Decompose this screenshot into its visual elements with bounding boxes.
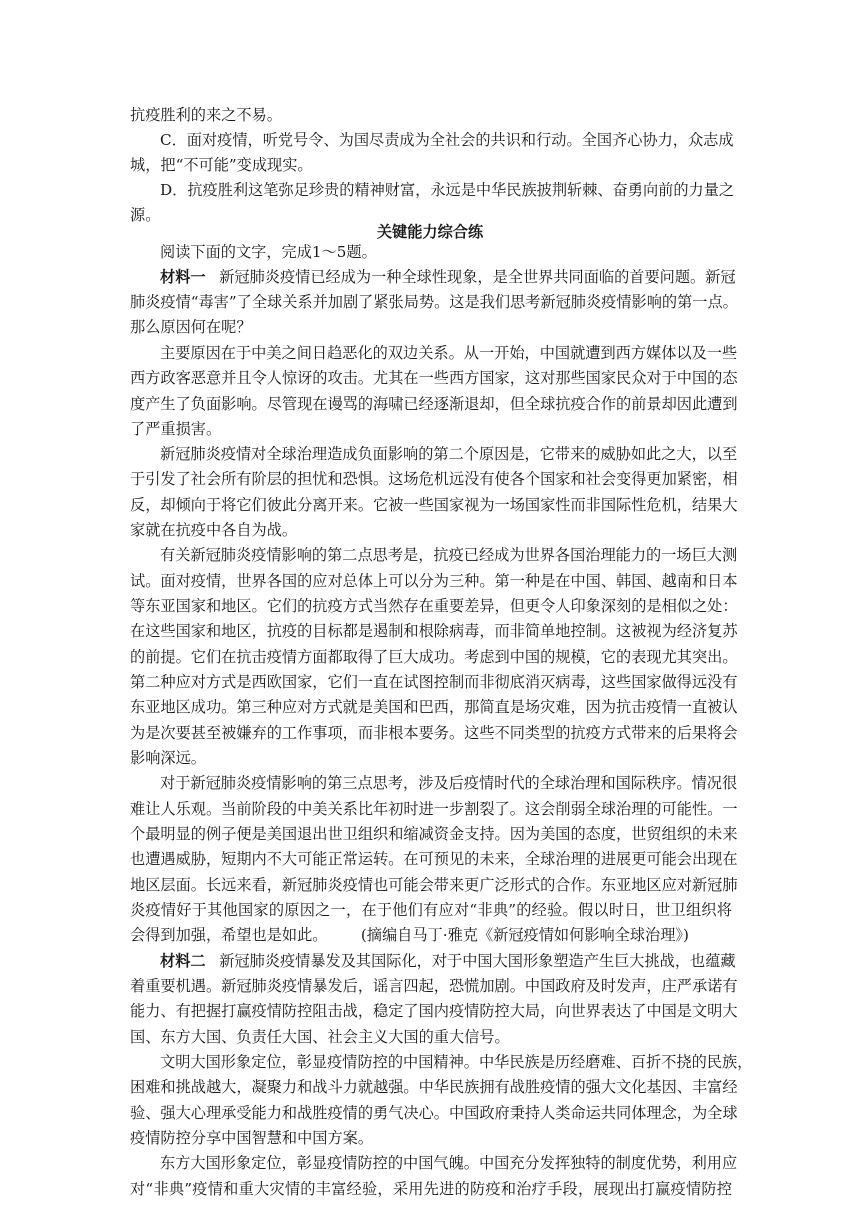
material1-p3-line-3: 反，却倾向于将它们彼此分离开来。它被一些国家视为一场国家性而非国际性危机，结果大 [130,496,738,514]
material1-p2-line-4: 了严重损害。 [130,420,222,438]
material1-p3-line-2: 于引发了社会所有阶层的担忧和恐惧。这场危机远没有使各个国家和社会变得更加紧密，相 [130,470,738,488]
material1-p2-line-3: 度产生了负面影响。尽管现在谩骂的海啸已经逐渐退却，但全球抗疫合作的前景却因此遭到 [130,395,738,413]
material2-label: 材料二 [160,952,206,970]
material1-p3-line-4: 家就在抗疫中各自为战。 [130,521,298,539]
material1-label: 材料一 [160,268,206,286]
material1-p5-line-6: 炎疫情好于其他国家的原因之一，在于他们有应对“非典”的经验。假以时日，世卫组织将 [130,901,732,919]
material2-p1-line-1: 材料二 新冠肺炎疫情暴发及其国际化，对于中国大国形象塑造产生巨大挑战，也蕴藏 [160,952,736,970]
material1-p4-line-9: 影响深远。 [130,749,206,767]
material1-p4-line-6: 第二种应对方式是西欧国家，它们一直在试图控制而非彻底消灭病毒，这些国家做得远没有 [130,673,738,691]
material1-p4-line-3: 等东亚国家和地区。它们的抗疫方式当然存在重要差异，但更令人印象深刻的是相似之处： [130,597,738,615]
material1-p2-line-1: 主要原因在于中美之间日趋恶化的双边关系。从一开始，中国就遭到西方媒体以及一些 [160,344,738,362]
material1-p1-line-2: 肺炎疫情“毒害”了全球关系并加剧了紧张局势。这是我们思考新冠肺炎疫情影响的第一点。 [130,293,738,311]
material1-p4-line-1: 有关新冠肺炎疫情影响的第二点思考是，抗疫已经成为世界各国治理能力的一场巨大测 [160,546,738,564]
material2-p2-line-3: 验、强大心理承受能力和战胜疫情的勇气决心。中国政府秉持人类命运共同体理念，为全球 [130,1104,738,1122]
material2-p2-line-2: 困难和挑战越大，凝聚力和战斗力就越强。中华民族拥有战胜疫情的强大文化基因、丰富经 [130,1078,738,1096]
material1-p4-line-5: 的前提。它们在抗击疫情方面都取得了巨大成功。考虑到中国的规模，它的表现尤其突出。 [130,648,738,666]
material1-source: (摘编自马丁·雅克《新冠疫情如何影响全球治理》) [360,926,689,944]
material2-p1-line-4: 国、东方大国、负责任大国、社会主义大国的重大信号。 [130,1028,510,1046]
material1-p4-line-4: 在这些国家和地区，抗疫的目标都是遏制和根除病毒，而非简单地控制。这被视为经济复苏 [130,622,738,640]
material1-p5-line-7: 会得到加强，希望也是如此。 (摘编自马丁·雅克《新冠疫情如何影响全球治理》) [130,926,689,944]
material1-p5-line-5: 地区层面。长远来看，新冠肺炎疫情也可能会带来更广泛形式的合作。东亚地区应对新冠肺 [130,876,738,894]
material2-p1-line-2: 着重要机遇。新冠肺炎疫情暴发后，谣言四起，恐慌加剧。中国政府及时发声，庄严承诺有 [130,977,738,995]
material1-p5-line-1: 对于新冠肺炎疫情影响的第三点思考，涉及后疫情时代的全球治理和国际秩序。情况很 [160,774,738,792]
material2-p1-line-3: 能力、有把握打赢疫情防控阻击战，稳定了国内疫情防控大局，向世界表达了中国是文明大 [130,1002,738,1020]
option-c-line-2: 城，把“不可能”变成现实。 [130,156,313,174]
material1-p3-line-1: 新冠肺炎疫情对全球治理造成负面影响的第二个原因是，它带来的威胁如此之大，以至 [160,445,738,463]
material1-p5-line-2: 难让人乐观。当前阶段的中美关系比年初时进一步割裂了。这会削弱全球治理的可能性。一 [130,800,738,818]
material2-p2-line-1: 文明大国形象定位，彰显疫情防控的中国精神。中华民族是历经磨难、百折不挠的民族， [160,1053,753,1071]
material1-p5-line-3: 个最明显的例子便是美国退出世卫组织和缩减资金支持。因为美国的态度，世贸组织的未来 [130,825,738,843]
material1-p1-line-3: 那么原因何在呢？ [130,318,252,336]
material1-p4-line-2: 试。面对疫情，世界各国的应对总体上可以分为三种。第一种是在中国、韩国、越南和日本 [130,572,738,590]
option-d-line-1: D．抗疫胜利这笔弥足珍贵的精神财富，永远是中华民族披荆斩棘、奋勇向前的力量之 [160,181,735,199]
material2-p3-line-1: 东方大国形象定位，彰显疫情防控的中国气魄。中国充分发挥独特的制度优势，利用应 [160,1154,738,1172]
material1-p5-line-4: 也遭遇威胁，短期内不大可能正常运转。在可预见的未来，全球治理的进展更可能会出现在 [130,850,738,868]
material1-p2-line-2: 西方政客恶意并且令人惊讶的攻击。尤其在一些西方国家，这对那些国家民众对于中国的态 [130,369,738,387]
material1-p4-line-8: 为是次要甚至被嫌弃的工作事项，而非根本要务。这些不同类型的抗疫方式带来的后果将会 [130,724,738,742]
option-d-line-2: 源。 [130,206,161,224]
material1-p4-line-7: 东亚地区成功。第三种应对方式就是美国和巴西，那简直是场灾难，因为抗击疫情一直被认 [130,698,738,716]
material1-p1-line-1: 材料一 新冠肺炎疫情已经成为一种全球性现象，是全世界共同面临的首要问题。新冠 [160,268,736,286]
option-c-line-1: C．面对疫情，听党号令、为国尽责成为全社会的共识和行动。全国齐心协力，众志成 [160,131,734,149]
material2-p2-line-4: 疫情防控分享中国智慧和中国方案。 [130,1129,373,1147]
section-title: 关键能力综合练 [376,223,484,241]
reading-instruction: 阅读下面的文字，完成1～5题。 [160,243,377,261]
option-b-continuation: 抗疫胜利的来之不易。 [130,106,282,124]
material2-p3-line-2: 对“非典”疫情和重大灾情的丰富经验，采用先进的防疫和治疗手段，展现出打赢疫情防控 [130,1180,732,1198]
